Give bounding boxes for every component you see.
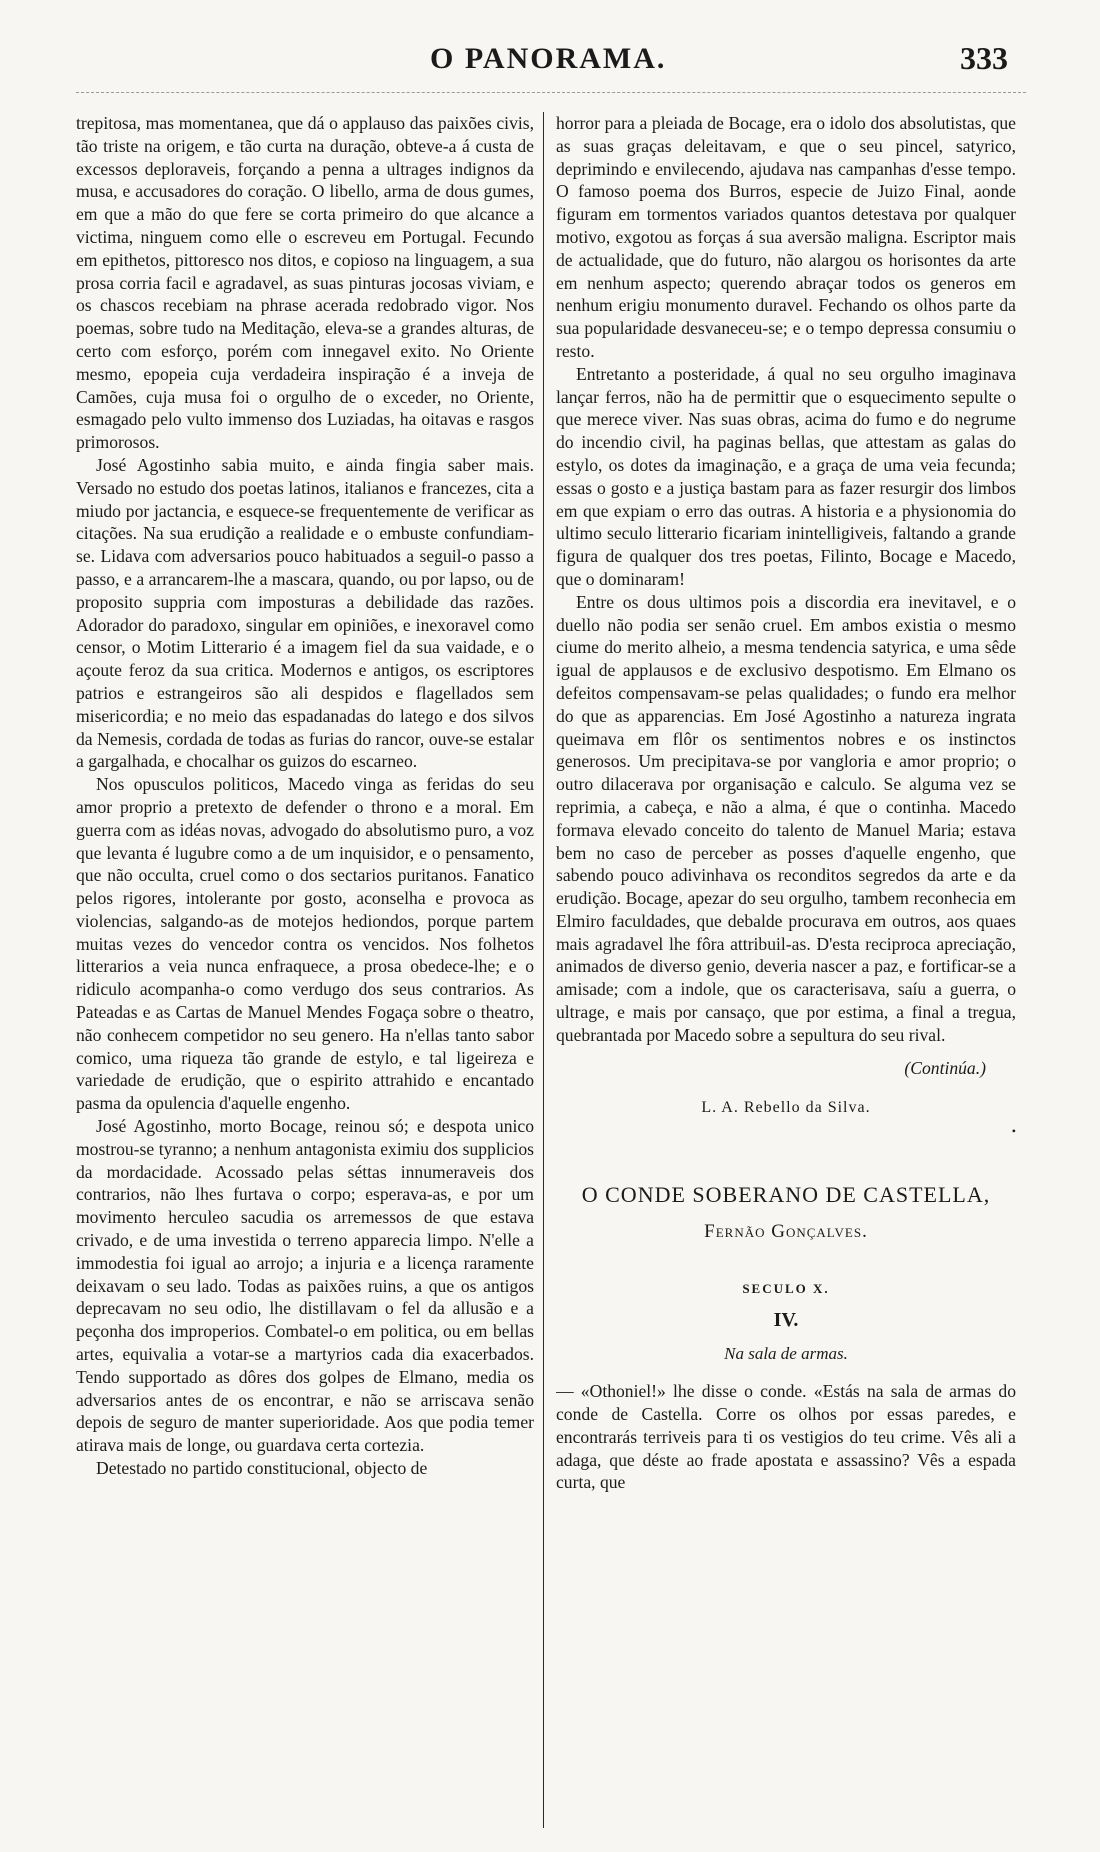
chapter-number: IV. [773, 1308, 799, 1331]
left-column [76, 112, 534, 1832]
chapter-title: Na sala de armas. [724, 1344, 848, 1364]
continua-note: (Continúa.) [904, 1057, 986, 1078]
journal-title: O PANORAMA. [430, 42, 667, 75]
paragraph: — «Othoniel!» lhe disse o conde. «Estás na sala de armas do conde de Castella. Corre os olhos por essas paredes, e encontrarás terriveis para ti os vestigios do teu crime. Vês ali a adaga, que déste ao frade apostata e assassino? Vês a espada curta, que [556, 1381, 1016, 1493]
paragraph: José Agostinho sabia muito, e ainda fingia saber mais. Versado no estudo dos poetas latinos, italianos e francezes, cita a miudo por jactancia, e esquece-se frequentemente de verificar as citações. Na sua erudição a realidade e o embuste confundiam-se. Lidava com adversarios pouco habituados a seguil-o passo a passo, e a arrancarem-lhe a mascara, quando, ou por lapso, ou de proposito suppria com imposturas a debilidade das razões. Adorador do paradoxo, singular em opiniões, e inexoravel como censor, o Motim Litterario é a imagem fiel da sua vaidade, e o açoute feroz da sua critica. Modernos e antigos, os escriptores patrios e estrangeiros são ali despidos e flagellados sem misericordia; e no meio das espadanadas do latego e dos silvos da Nemesis, cordada de todas as furias do rancor, ouve-se estalar a gargalhada, e chocalhar os guizos do escarneo. [76, 454, 534, 772]
page-number: 333 [960, 40, 1008, 76]
paragraph: Nos opusculos politicos, Macedo vinga as feridas do seu amor proprio a pretexto de defender o throno e a moral. Em guerra com as idéas novas, advogado do absolutismo puro, a voz que levanta é lugubre como a de um inquisidor, e o pensamento, que não occulta, cruel como o dos sectarios puritanos. Fanatico pelos rigores, intolerante por gosto, aconselha e provoca as violencias, salgando-as de motejos hediondos, porque partem muitas vezes do vencedor contra os vencidos. Nos folhetos litterarios a veia nunca enfraquece, a prosa obedece-lhe; e o ridiculo acompanha-o como verdugo dos seus contrarios. As Pateadas e as Cartas de Manuel Mendes Fogaça sobre o theatro, não conhecem competidor no seu genero. Ha n'ellas tanto sabor comico, uma riqueza tão grande de estylo, e tal ligeireza e variedade de erudição, que o espirito attrahido e encantado pasma da opulencia d'aquelle engenho. [76, 774, 534, 1114]
column-divider [543, 112, 544, 1828]
author-signature: L. A. Rebello da Silva. [701, 1099, 871, 1117]
paragraph: Detestado no partido constitucional, objecto de [96, 1458, 428, 1479]
century-label: SECULO X. [742, 1280, 830, 1296]
page-header [0, 38, 1100, 88]
article-subtitle: Fernão Gonçalves. [704, 1221, 868, 1243]
right-column [556, 112, 1016, 1832]
article-title: O CONDE SOBERANO DE CASTELLA, [581, 1182, 991, 1208]
paragraph: Entretanto a posteridade, á qual no seu orgulho imaginava lançar ferros, não ha de permittir que o esquecimento sepulte o que merece viver. Nas suas obras, acima do fumo e do negrume do incendio civil, ha paginas bellas, que attestam as galas do estylo, os dotes da imaginação, e a graça de uma veia fecunda; essas o gosto e a justiça bastam para as fazer resurgir dos limbos em que expiam o erro das outras. A historia e a physionomia do ultimo seculo litterario ficariam inintelligiveis, faltando a grande figura de qualquer dos tres poetas, Filinto, Bocage e Macedo, que o dominaram! [556, 363, 1016, 589]
header-rule [76, 92, 1026, 93]
paragraph: Entre os dous ultimos pois a discordia era inevitavel, e o duello não podia ser senão cruel. Em ambos existia o mesmo ciume do merito alheio, a mesma tendencia satyrica, e uma sêde igual de applausos e de exclusivo despotismo. Em Elmano os defeitos compensavam-se pelas qualidades; o fundo era melhor do que as apparencias. Em José Agostinho a natureza ingrata queimava em flôr os sentimentos nobres e os instinctos generosos. Um precipitava-se por vangloria e amor proprio; o outro dilacerava por organisação e calculo. Se alguma vez se reprimia, a cabeça, e não a alma, é que o continha. Macedo formava elevado conceito do talento de Manuel Maria; estava bem no caso de perceber as posses d'aquelle engenho, que sabendo pouco adivinhava os reconditos segredos da arte e da erudição. Bocage, apezar do seu orgulho, tambem reconhecia em Elmiro faculdades, que debalde procurava em outros, aos quaes mais agradavel lhe fôra attribuil-as. D'esta reciproca apreciação, animados de diverso genio, deveria nascer a paz, e fortificar-se a amisade; com a indole, que os caracterisava, saíu a guerra, o ultrage, e mais por cansaço, que por estima, a final a tregua, quebrantada por Macedo sobre a sepultura do seu rival. [556, 591, 1016, 1045]
paragraph: José Agostinho, morto Bocage, reinou só; e despota unico mostrou-se tyranno; a nenhum antagonista eximiu dos supplicios da mordacidade. Acossado pelas séttas innumeraveis dos contrarios, não lhes furtava o corpo; esperava-as, e por um movimento herculeo sacudia os arremessos de que estava crivado, e de uma investida o terreno apparecia limpo. N'elle a immodestia foi igual ao arrojo; a injuria e a licença raramente deixavam o seu lado. Todas as paixões ruins, a que os antigos deprecavam no seu odio, lhe distillavam o fel da allusão e a peçonha dos improperios. Combatel-o em politica, ou em bellas artes, equivalia a votar-se a martyrios cada dia exacerbados. Tendo supportado as dôres dos golpes de Elmano, media os adversarios antes de os encontrar, e não se arriscava senão depois de seguro de manter superioridade. Aos que podia temer atirava mais de longe, ou guardava certa cortezia. [76, 1116, 534, 1456]
paragraph: horror para a pleiada de Bocage, era o idolo dos absolutistas, que as suas graças deleitavam, e que o seu pincel, satyrico, deprimindo e envilecendo, ajudava nas campanhas d'esse tempo. O famoso poema dos Burros, especie de Juizo Final, aonde figuram em tormentos variados quantos detestava por qualquer motivo, exgotou as forças á sua aversão maligna. Escriptor mais de actualidade, que do futuro, não alargou os horisontes da arte em nenhum aspecto; querendo abraçar todos os generos em nenhum erigiu monumento duravel. Fechando os olhos parte da sua popularidade desvaneceu-se; e o tempo depressa consumiu o resto. [556, 113, 1016, 361]
decorative-dot: • [1011, 1124, 1016, 1139]
paragraph: trepitosa, mas momentanea, que dá o applauso das paixões civis, tão triste na origem, e tão curta na duração, obteve-a á custa de excessos deploraveis, forçando a penna a ultrages indignos da musa, e accusadores do coração. O libello, arma de dous gumes, em que a mão do que fere se corta primeiro do que alcance a victima, ninguem como elle o escreveu em Portugal. Fecundo em epithetos, pittoresco nos ditos, e copioso na linguagem, a sua prosa corria facil e agradavel, as suas pinturas jocosas viviam, e os chascos recebiam na phrase acerada redobrado vigor. Nos poemas, sobre tudo na Meditação, eleva-se a grandes alturas, de certo com esforço, porém com innegavel exito. No Oriente mesmo, epopeia cuja verdadeira inspiração é a inveja de Camões, cuja musa foi o orgulho de o exceder, no Oriente, esmagado pelo vulto immenso dos Luziadas, ha oitavas e rasgos primorosos. [76, 113, 534, 453]
